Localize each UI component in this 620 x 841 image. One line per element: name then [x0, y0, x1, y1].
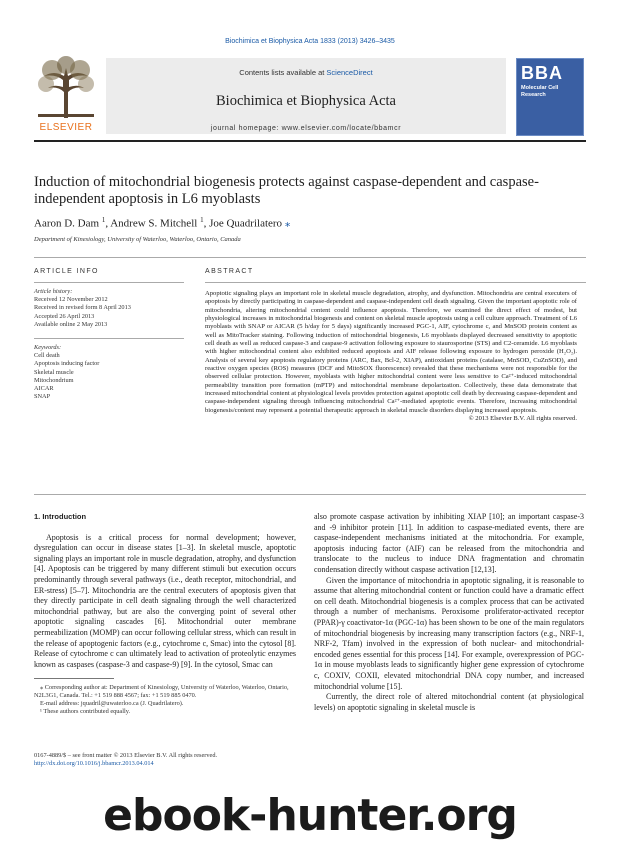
- journal-banner: [106, 58, 506, 134]
- journal-header: [34, 52, 586, 136]
- abstract-rule: [205, 282, 586, 283]
- journal-cover-image: [516, 58, 584, 136]
- section-heading: 1. Introduction: [34, 512, 87, 521]
- body-paragraph: Apoptosis is a critical process for normal development; however, dysregulation can occur in disease states [1–3]. In skeletal muscle, apoptotic signaling plays an important role in muscle degradation, atrophy, and dysfunction [4]. Apoptosis can be triggered by many different stimuli but execution occurs predominantly through several pathways (i.e., death receptor, mitochondrial, and ER-stress) [5–7]. Mitochondria are the central executers of apoptosis given that they directly participate in cell death signaling through the well characterized mitochondrial pathway, but are also the converging point of several other apoptotic signaling cascades [6]. Mitochondrial outer membrane permeabilization (MOMP) can occur following cellular stress, which can result in the release of apoptogenic factors (e.g., cytochrome c, Smac) into the cytosol [8]. Release of cytochrome c can ultimately lead to activation of proteolytic enzymes known as caspases (caspase-3 and caspase-9) [9]. In the cytosol, Smac can: [34, 532, 296, 669]
- equal-contribution-note: ¹ These authors contributed equally.: [40, 708, 131, 715]
- history-label: Article history:: [34, 288, 73, 295]
- journal-homepage[interactable]: journal homepage: www.elsevier.com/locate/bbamcr: [210, 125, 402, 132]
- keyword: SNAP: [34, 393, 51, 401]
- keyword: Apoptosis inducing factor: [34, 360, 100, 368]
- cover-subtitle: Molecular Cell Research: [521, 85, 559, 98]
- history-entry: Received in revised form 8 April 2013: [34, 304, 131, 312]
- author-note-mark[interactable]: 1: [200, 216, 204, 224]
- corresponding-author-note: ⁎ Corresponding author at: Department of Kinesiology, University of Waterloo, Waterloo, Ontario, N2L3G1, Canada. Tel.: +1 519 888 4567; fax: +1 519 885 0470.: [34, 684, 289, 699]
- keywords-label: Keywords:: [34, 344, 62, 351]
- body-paragraph: Given the importance of mitochondria in apoptotic signaling, it is reasonable to assume that altering mitochondrial content or function could have a dramatic effect on cell death. Mitochondrial biogenesis is a complex process that can be activated through a number of mechanisms. Peroxisome proliferator-activated receptor (PPAR)-γ coactivator-1α (PGC-1α) has been shown to be one of the main regulators of mitochondrial biogenesis by increasing many transcription factors (e.g., NRF-1, NRF-2, Tfam) involved in the expression of both nuclear- and mitochondrial-encoded genes essential for this process [14]. For example, overexpression of PGC-1α in mouse myoblasts leads to significantly higher gene expression of cytochrome c, COXIV, COXII, elevated mitochondrial DNA copy number, and increased mitochondrial volume [15].: [314, 575, 584, 691]
- article-title: Induction of mitochondrial biogenesis protects against caspase-dependent and caspase-independent apoptosis in L6 myoblasts: [34, 174, 539, 207]
- author: Andrew S. Mitchell: [110, 217, 198, 230]
- issn-line: 0167-4889/$ – see front matter © 2013 Elsevier B.V. All rights reserved.: [34, 752, 218, 759]
- watermark-text: ebook-hunter.org: [103, 790, 517, 841]
- footnote-rule: [34, 678, 114, 679]
- email-note[interactable]: E-mail address: jquadril@uwaterloo.ca (J. Quadrilatero).: [40, 700, 184, 707]
- abstract-text: Apoptotic signaling plays an important role in skeletal muscle degradation, atrophy, and dysfunction. Mitochondria are central executers of apoptosis by directly participating in caspase-dependent and caspase-independent cell death signaling. Given the important apoptotic role of mitochondria, altering mitochondrial content could influence apoptosis. Therefore, we examined the direct effect of modest, but physiological increases in mitochondrial biogenesis and content on skeletal muscle apoptosis using a cell culture approach. Treatment of L6 myoblasts with SNAP or AICAR (5 h/day for 5 days) significantly increased PGC-1, AIF, cytochrome c, and MnSOD protein content as well as MitoTracker staining. Following induction of mitochondrial biogenesis, L6 myoblasts displayed decreased sensitivity to apoptotic cell death as well as reduced caspase-3 and caspase-9 activation following exposure to staurosporine (STS) and C2-ceramide. L6 myoblasts with higher mitochondrial content also exhibited reduced apoptosis and AIF release following exposure to hydrogen peroxide (H₂O₂). Analysis of several key apoptosis regulatory proteins (ARC, Bax, Bcl-2, XIAP), antioxidant proteins (catalase, MnSOD, CuZnSOD), and reactive oxygen species (ROS) measures (DCF and MitoSOX fluorescence) revealed that these mechanisms were not responsible for the observed cellular protection. However, myoblasts with higher mitochondrial content were less sensitive to Ca²⁺-induced mitochondrial permeability transition pore formation (mPTP) and mitochondrial membrane depolarization. Collectively, these data demonstrate that increased mitochondrial content at physiological levels provides protection against apoptotic cell death by decreasing caspase-dependent and caspase-independent signaling through influencing mitochondrial Ca²⁺-mediated apoptotic events. Therefore, increasing mitochondrial biogenesis/content may represent a potential therapeutic approach in skeletal muscle disorders displaying increased apoptosis.: [205, 290, 577, 414]
- corresponding-author-mark[interactable]: ⁎: [284, 217, 291, 230]
- history-entry: Available online 2 May 2013: [34, 320, 108, 328]
- history-entry: Accepted 26 April 2013: [34, 312, 95, 320]
- author-list: Aaron D. Dam $^1$, Andrew S. Mitchell $^1$, Joe Quadrilatero ⁎: [34, 216, 291, 230]
- journal-citation[interactable]: Biochimica et Biophysica Acta 1833 (2013) 3426–3435: [225, 38, 395, 45]
- elsevier-wordmark: ELSEVIER: [39, 122, 93, 133]
- keywords: [34, 344, 184, 401]
- author-note-mark[interactable]: 1: [101, 216, 106, 224]
- article-info-rule: [34, 282, 184, 283]
- keyword: Cell death: [34, 352, 60, 360]
- article-meta: [34, 752, 217, 768]
- footnotes: [34, 684, 296, 716]
- journal-title: Biochimica et Biophysica Acta: [216, 93, 396, 109]
- abstract-body: [205, 290, 577, 424]
- sciencedirect-link[interactable]: ScienceDirect: [326, 68, 373, 77]
- body-left-column: [34, 512, 296, 670]
- contents-line: Contents lists available at ScienceDirect: [239, 68, 373, 77]
- keywords-rule: [34, 338, 184, 339]
- elsevier-tree-logo: [34, 56, 98, 134]
- author: Joe Quadrilatero: [209, 217, 283, 230]
- abstract-copyright: © 2013 Elsevier B.V. All rights reserved.: [468, 415, 577, 423]
- author-affiliation: Department of Kinesiology, University of Waterloo, Waterloo, Ontario, Canada: [34, 236, 241, 243]
- section-rule: [34, 257, 586, 258]
- header-rule: [34, 140, 586, 142]
- doi-link[interactable]: http://dx.doi.org/10.1016/j.bbamcr.2013.04.014: [34, 760, 154, 767]
- abstract-heading: ABSTRACT: [205, 268, 254, 275]
- author: Aaron D. Dam: [34, 217, 100, 230]
- keyword: AICAR: [34, 385, 54, 393]
- body-paragraph: also promote caspase activation by inhibiting XIAP [10]; an important caspase-3 and -9 inhibitor protein [11]. In addition to caspase-mediated events, there are caspase-independent mechanisms initiated at the mitochondria. For example, apoptosis inducing factor (AIF) can be released from the mitochondria and translocate to the nucleus to induce DNA fragmentation and chromatin condensation directly without caspase activation [12,13].: [314, 512, 584, 574]
- body-right-column: [314, 512, 584, 713]
- body-rule: [34, 494, 586, 495]
- article-info-heading: ARTICLE INFO: [34, 268, 99, 275]
- keyword: Mitochondrium: [34, 376, 74, 384]
- keyword: Skeletal muscle: [34, 368, 74, 376]
- article-history: [34, 288, 184, 329]
- body-paragraph: Currently, the direct role of altered mitochondrial content (at physiological levels) on apoptotic signaling in skeletal muscle is: [314, 692, 584, 712]
- cover-title: BBA: [521, 63, 563, 83]
- history-entry: Received 12 November 2012: [34, 296, 108, 304]
